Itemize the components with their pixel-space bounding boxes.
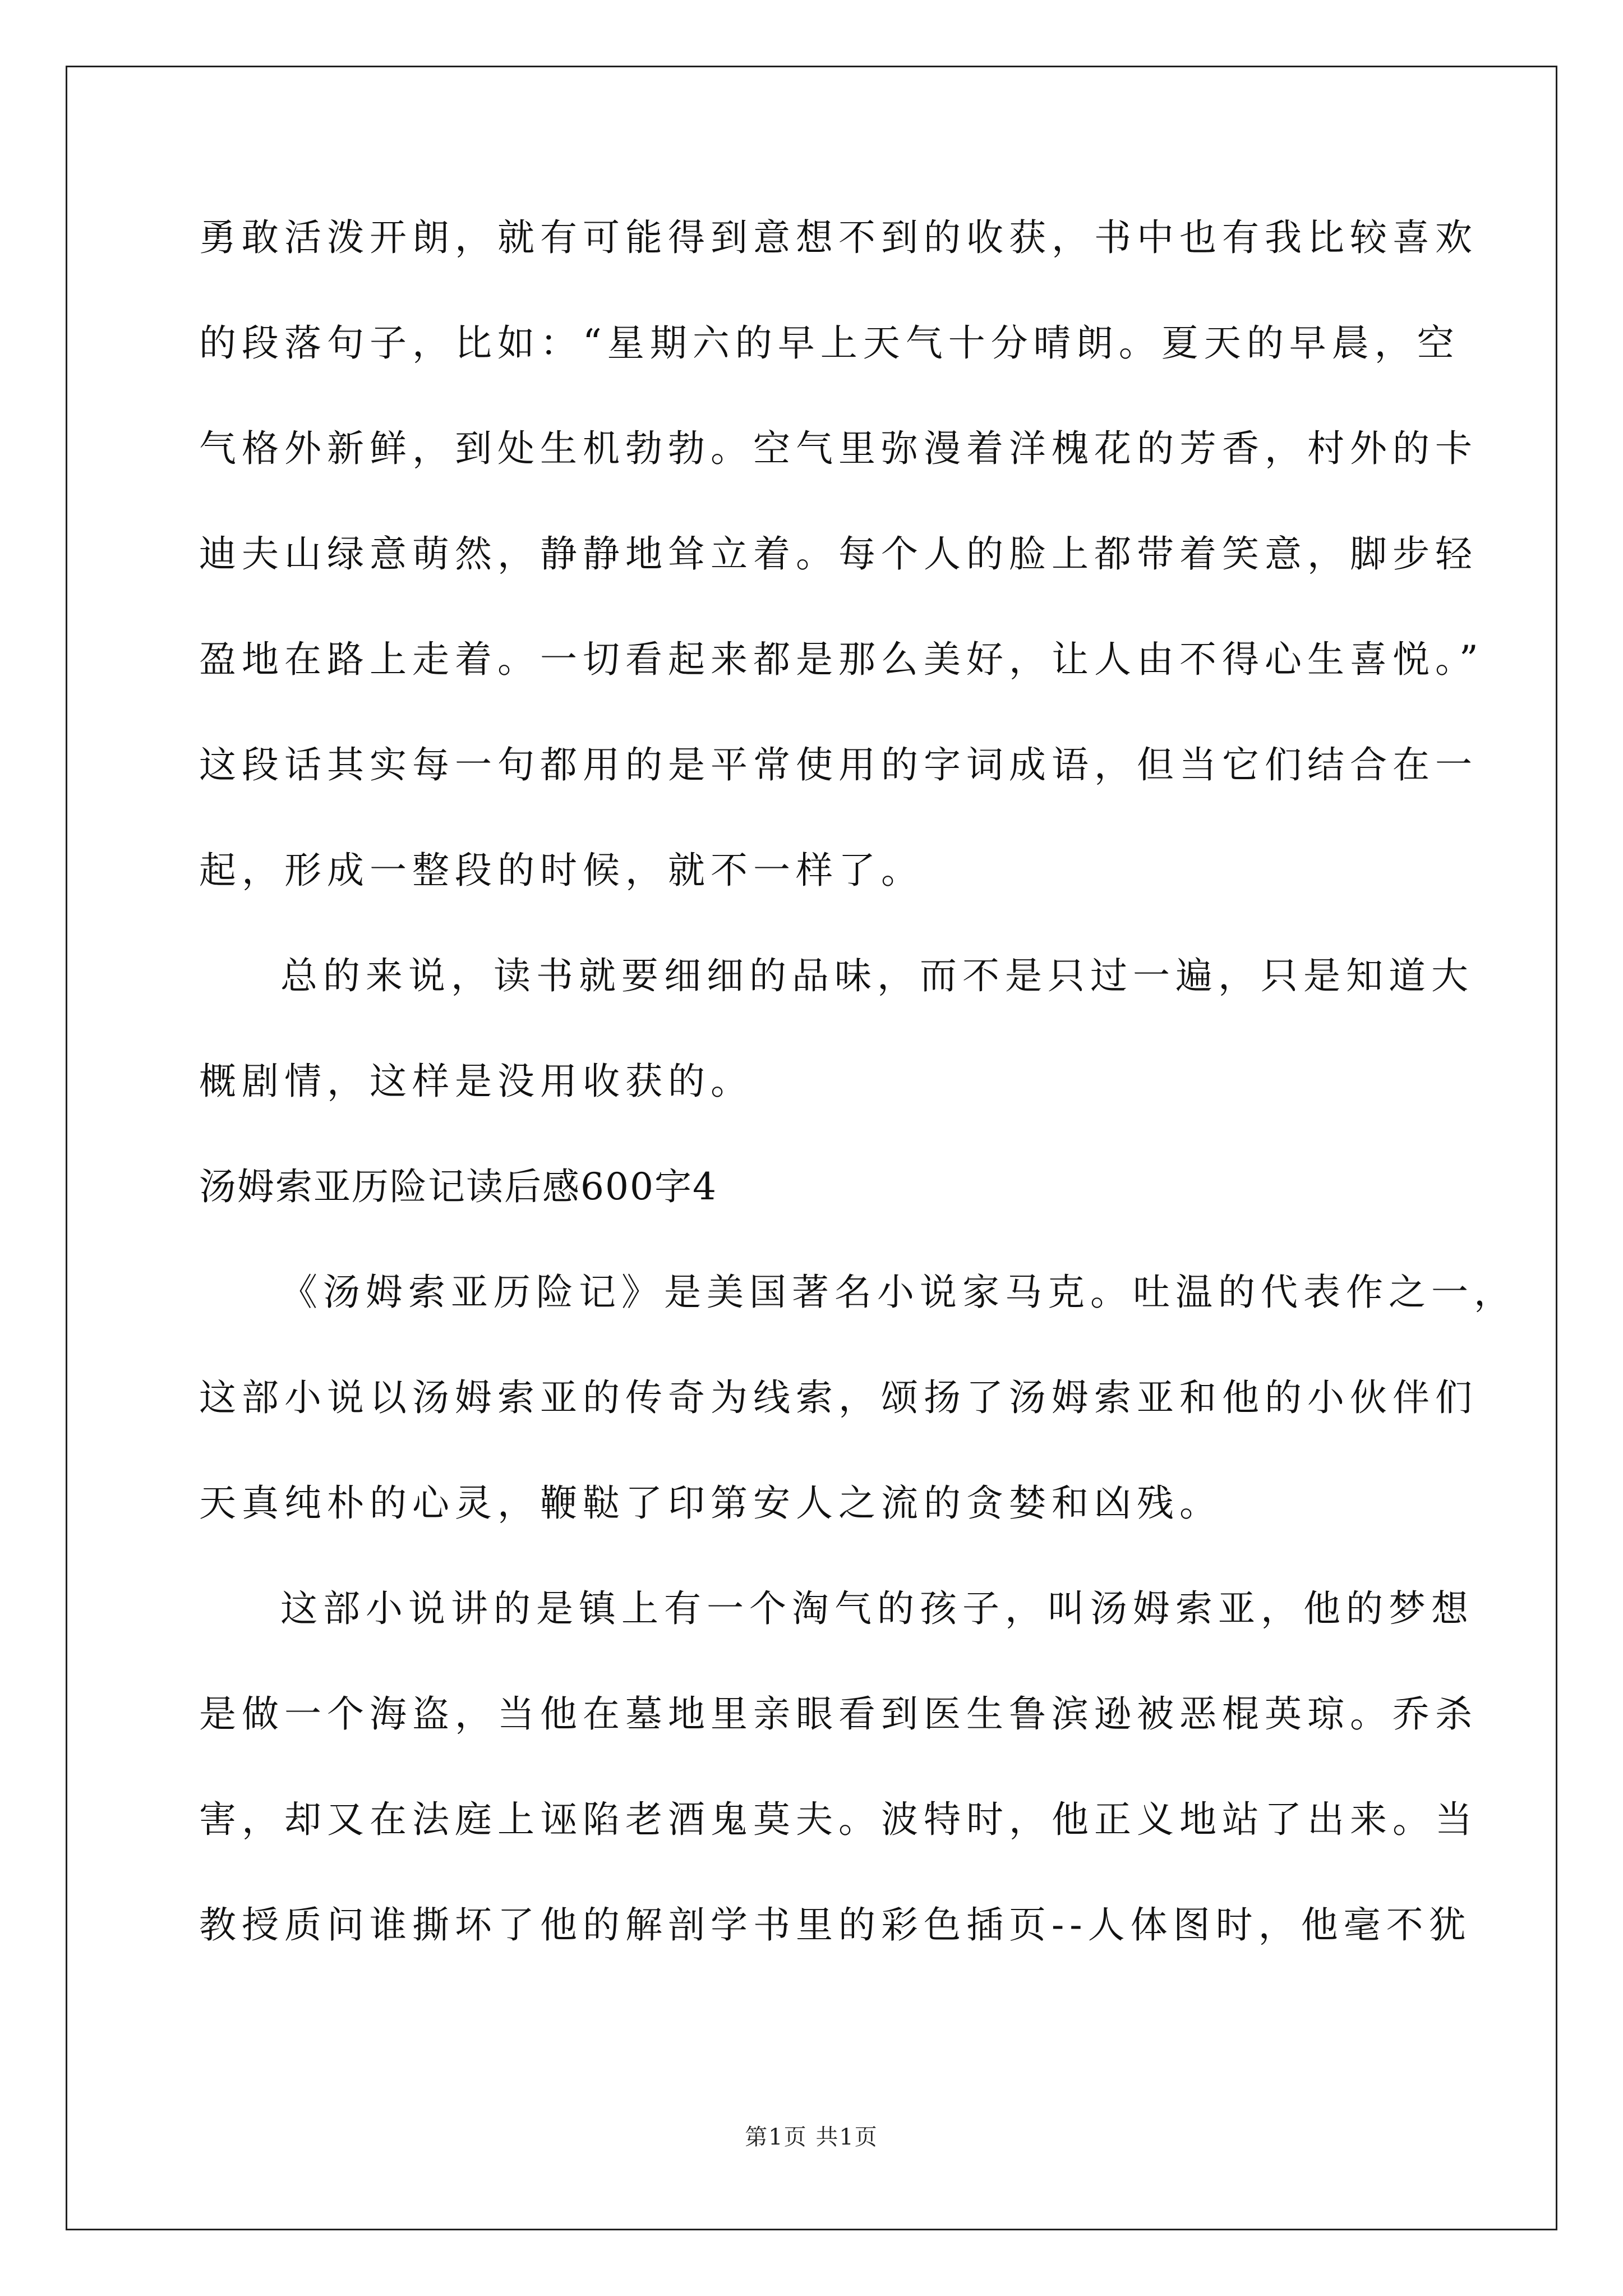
text-line: 天真纯朴的心灵，鞭鞑了印第安人之流的贪婪和凶残。 [199, 1481, 1222, 1525]
text-line: 总的来说，读书就要细细的品味，而不是只过一遍，只是知道大 [280, 954, 1474, 997]
text-line: 这部小说以汤姆索亚的传奇为线索，颂扬了汤姆索亚和他的小伙伴们 [199, 1376, 1478, 1419]
text-line: 气格外新鲜，到处生机勃勃。空气里弥漫着洋槐花的芳香，村外的卡 [199, 427, 1478, 470]
text-line: 教授质问谁撕坏了他的解剖学书里的彩色插页--人体图时，他毫不犹 [199, 1903, 1472, 1947]
text-line: 是做一个海盗，当他在墓地里亲眼看到医生鲁滨逊被恶棍英琼。乔杀 [199, 1692, 1478, 1736]
text-line: 迪夫山绿意萌然，静静地耸立着。每个人的脸上都带着笑意，脚步轻 [199, 532, 1478, 576]
text-line: 害，却又在法庭上诬陷老酒鬼莫夫。波特时，他正义地站了出来。当 [199, 1798, 1478, 1841]
text-line: 《汤姆索亚历险记》是美国著名小说家马克。吐温的代表作之一， [280, 1271, 1516, 1314]
text-line: 这部小说讲的是镇上有一个淘气的孩子，叫汤姆索亚，他的梦想 [280, 1587, 1474, 1630]
text-line: 概剧情，这样是没用收获的。 [199, 1060, 753, 1103]
text-line: 勇敢活泼开朗，就有可能得到意想不到的收获，书中也有我比较喜欢 [199, 216, 1478, 259]
text-line: 起，形成一整段的时候，就不一样了。 [199, 849, 924, 892]
text-line: 这段话其实每一句都用的是平常使用的字词成语，但当它们结合在一 [199, 743, 1478, 786]
section-heading: 汤姆索亚历险记读后感600字4 [199, 1165, 717, 1208]
text-line: 的段落句子，比如：“星期六的早上天气十分晴朗。夏天的早晨，空 [199, 321, 1460, 365]
page-footer: 第1页 共1页 [745, 2124, 878, 2150]
text-line: 盈地在路上走着。一切看起来都是那么美好，让人由不得心生喜悦。” [199, 638, 1484, 681]
